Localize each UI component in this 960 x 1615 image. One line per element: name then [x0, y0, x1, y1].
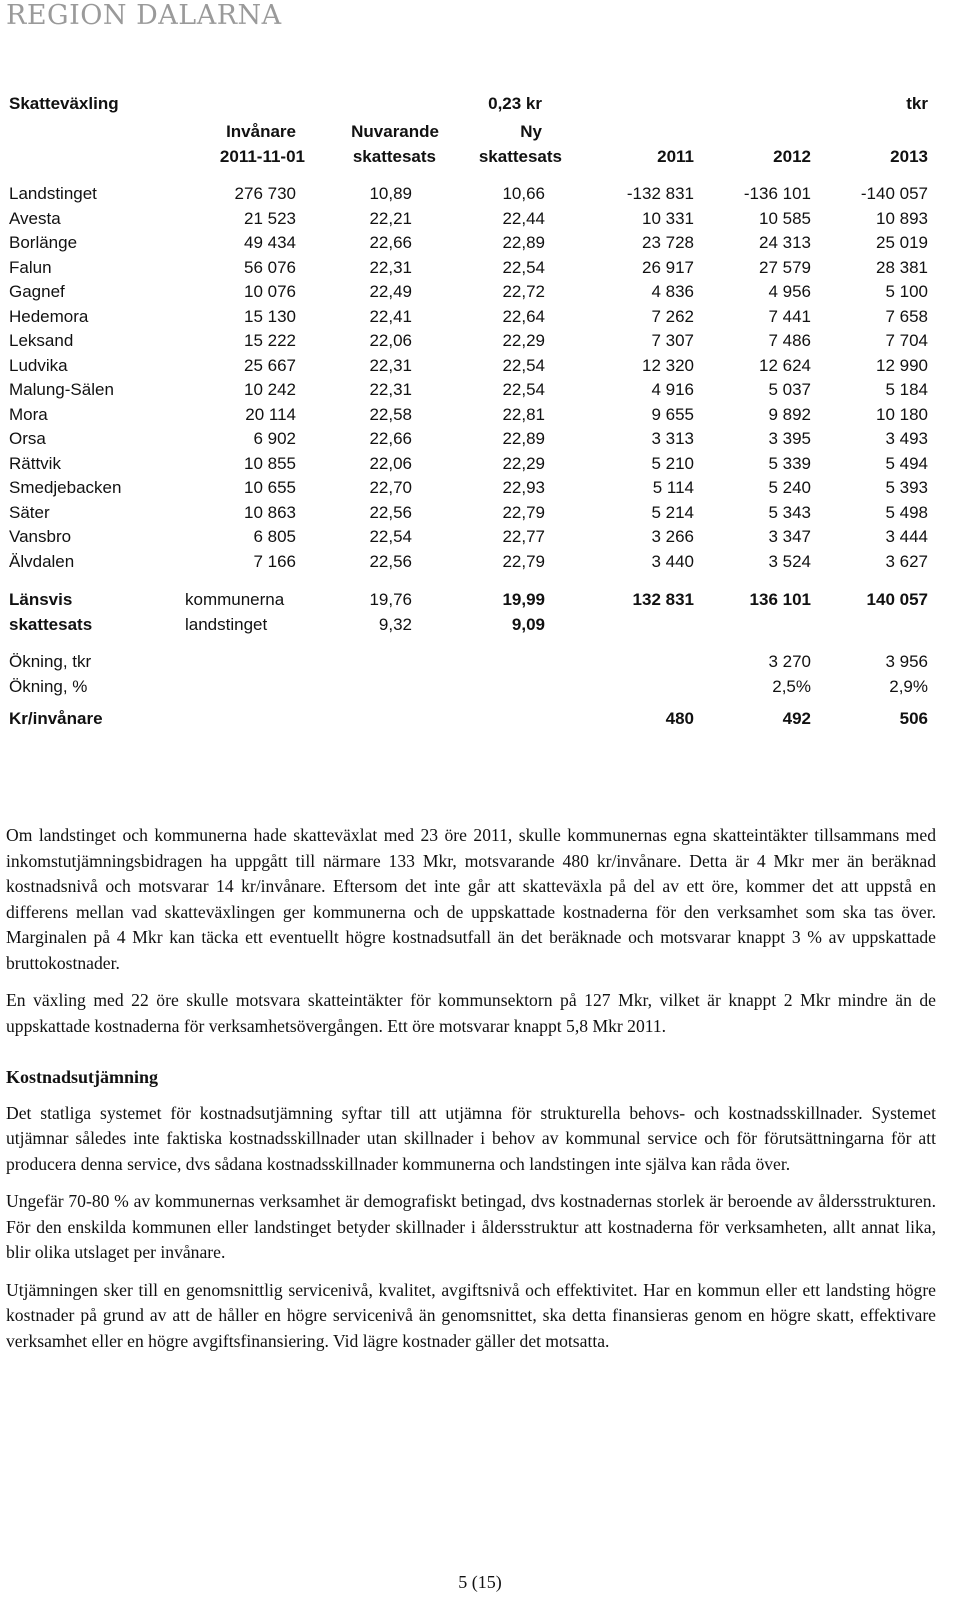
lansvis-kommunerna-label: kommunerna: [185, 590, 285, 609]
cell-2013: 5 100: [885, 282, 928, 301]
cell-current-rate: 22,66: [369, 429, 412, 448]
cell-2012: 3 347: [768, 527, 811, 546]
body-text: [6, 823, 936, 1366]
cell-area-name: Malung-Sälen: [9, 380, 114, 399]
col-header-ny: Ny: [520, 122, 542, 141]
cell-current-rate: 22,49: [369, 282, 412, 301]
lansvis-skattesats-label: skattesats: [9, 615, 93, 634]
table-row: [0, 380, 960, 402]
page-number: 5 (15): [458, 1572, 502, 1592]
table-row: [0, 282, 960, 304]
table-row: [0, 184, 960, 206]
col-header-skattesats-current: skattesats: [352, 147, 436, 166]
cell-2013: 25 019: [876, 233, 928, 252]
cell-new-rate: 22,44: [502, 208, 545, 228]
cell-new-rate: 22,93: [502, 478, 545, 497]
cell-current-rate: 22,66: [369, 233, 412, 252]
cell-area-name: Orsa: [9, 429, 46, 448]
cell-new-rate: 22,54: [502, 380, 545, 399]
cell-2013: 3 627: [885, 551, 928, 571]
cell-new-rate: 22,54: [502, 257, 545, 277]
cell-new-rate: 22,79: [502, 502, 545, 522]
cell-invanare: 6 902: [253, 429, 296, 448]
cell-2011: 5 214: [651, 502, 694, 522]
kr-per-invanare-label: Kr/invånare: [9, 709, 103, 728]
cell-2013: 5 184: [885, 380, 928, 399]
cell-invanare: 21 523: [244, 208, 296, 228]
cell-new-rate: 22,29: [502, 331, 545, 350]
cell-current-rate: 22,31: [369, 355, 412, 375]
cell-area-name: Falun: [9, 257, 52, 277]
lansvis-2013: 140 057: [866, 590, 928, 609]
cell-current-rate: 22,56: [369, 551, 412, 571]
table-row: [0, 552, 960, 574]
lansvis-kommunerna-current: 19,76: [369, 590, 412, 609]
cell-2012: 24 313: [759, 233, 811, 252]
lansvis-landstinget-new: 9,09: [511, 615, 545, 634]
col-header-date: 2011-11-01: [219, 147, 305, 166]
cell-area-name: Ludvika: [9, 355, 68, 375]
lansvis-landstinget-current: 9,32: [378, 615, 412, 634]
cell-2011: 7 262: [651, 306, 694, 326]
table-row: [0, 527, 960, 549]
paragraph-cost-equalization: Det statliga systemet för kostnadsutjämning syftar till att utjämna för strukturella behovs- och kostnadsskillnader. Systemet utjämnar således inte faktiska kostnadsskillnader utan skillnader i behov av kommunal service och för förutsättningarna för att producera denna service, dvs sådana kostnadsskillnader kommunerna och landstingen inte själva kan råda över.: [6, 1102, 936, 1174]
cell-2011: 26 917: [642, 257, 694, 277]
lansvis-label: Länsvis: [9, 590, 73, 609]
col-header-nuvarande: Nuvarande: [351, 122, 439, 141]
table-rate: 0,23 kr: [488, 94, 542, 113]
section-heading-kostnadsutjamning: Kostnadsutjämning: [6, 1067, 159, 1087]
cell-2012: 7 486: [768, 331, 811, 350]
cell-2011: 7 307: [651, 331, 694, 350]
cell-area-name: Mora: [9, 404, 48, 424]
col-header-2011: 2011: [657, 147, 694, 166]
col-header-skattesats-new: skattesats: [478, 147, 562, 166]
lansvis-row-1: [0, 590, 960, 612]
cell-invanare: 276 730: [234, 184, 296, 203]
cell-invanare: 10 855: [244, 453, 296, 473]
cell-2011: 4 916: [651, 380, 694, 399]
cell-current-rate: 22,54: [369, 527, 412, 546]
cell-invanare: 15 222: [244, 331, 296, 350]
cell-area-name: Borlänge: [9, 233, 78, 252]
kr-per-invanare-2011: 480: [665, 709, 694, 728]
okning-tkr-2012: 3 270: [768, 652, 811, 671]
table-unit: tkr: [906, 94, 928, 113]
table-title: Skatteväxling: [9, 94, 119, 113]
cell-area-name: Gagnef: [9, 282, 65, 301]
kr-per-invanare-row: [0, 709, 960, 731]
lansvis-2011: 132 831: [632, 590, 694, 609]
cell-2012: 7 441: [768, 306, 811, 326]
col-header-2012: 2012: [773, 147, 811, 166]
cell-area-name: Avesta: [9, 208, 61, 228]
cell-2012: 5 037: [768, 380, 811, 399]
paragraph-demography: Ungefär 70-80 % av kommunernas verksamhet är demografiskt betingad, dvs kostnadernas storlek är beroende av åldersstrukturen. För den enskilda kommunen eller landstinget betyder skillnader i åldersstruktur att kostnaderna för verksamheten, allt annat lika, blir olika utslaget per invånare.: [6, 1191, 936, 1262]
cell-invanare: 20 114: [245, 404, 296, 424]
cell-invanare: 25 667: [244, 355, 296, 375]
cell-new-rate: 22,72: [502, 282, 545, 301]
cell-2012: -136 101: [743, 184, 811, 203]
cell-2012: 5 240: [768, 478, 811, 497]
cell-2012: 10 585: [759, 208, 811, 228]
cell-2012: 5 339: [768, 453, 811, 473]
cell-area-name: Smedjebacken: [9, 478, 122, 497]
cell-2013: 7 704: [885, 331, 928, 350]
cell-2012: 9 892: [768, 404, 811, 424]
cell-new-rate: 22,77: [502, 527, 545, 546]
paragraph-exchange-22: En växling med 22 öre skulle motsvara skatteintäkter för kommunsektorn på 127 Mkr, vilket är knappt 2 Mkr mindre än de uppskattade kostnaderna för verksamhetsövergången. Ett öre motsvarar knappt 5,8 Mkr 2011.: [6, 990, 936, 1036]
table-row: [0, 478, 960, 500]
okning-pct-label: Ökning, %: [9, 677, 88, 696]
cell-new-rate: 22,64: [502, 306, 545, 326]
table-row: [0, 233, 960, 255]
cell-new-rate: 22,79: [502, 551, 545, 571]
cell-invanare: 10 655: [244, 478, 296, 497]
cell-invanare: 49 434: [244, 233, 296, 252]
cell-2013: 10 893: [876, 208, 928, 228]
okning-pct-2012: 2,5%: [772, 677, 811, 696]
cell-2011: 5 114: [652, 478, 694, 497]
cell-invanare: 10 863: [244, 502, 296, 522]
cell-area-name: Säter: [9, 502, 50, 522]
okning-pct-2013: 2,9%: [889, 677, 928, 696]
col-header-invanare: Invånare: [226, 122, 296, 141]
cell-2011: 12 320: [642, 355, 694, 375]
cell-current-rate: 22,06: [369, 331, 412, 350]
cell-current-rate: 10,89: [369, 184, 412, 203]
cell-2011: 3 313: [651, 429, 694, 448]
paragraph-service-level: Utjämningen sker till en genomsnittlig servicenivå, kvalitet, avgiftsnivå och effektivitet. Har en kommun eller ett landsting högre kostnader på grund av att de håller en högre servicenivå än genomsnittet, ska detta finansieras genom en högre skatt, effektivare verksamhet eller en högre avgiftsfinansiering. Vid lägre kostnader gäller det motsatta.: [6, 1279, 936, 1351]
cell-current-rate: 22,41: [369, 306, 412, 326]
lansvis-kommunerna-new: 19,99: [502, 590, 545, 609]
cell-current-rate: 22,58: [369, 404, 412, 424]
cell-current-rate: 22,70: [369, 478, 412, 497]
cell-new-rate: 22,89: [502, 429, 545, 448]
table-row: [0, 503, 960, 525]
cell-2013: 5 393: [885, 478, 928, 497]
cell-current-rate: 22,56: [369, 502, 412, 522]
cell-2013: 5 494: [885, 453, 928, 473]
cell-area-name: Rättvik: [9, 453, 61, 473]
okning-tkr-2013: 3 956: [885, 652, 928, 671]
table-title-row: [0, 94, 960, 116]
cell-current-rate: 22,31: [369, 380, 412, 399]
cell-2012: 27 579: [759, 257, 811, 277]
cell-2011: 9 655: [651, 404, 694, 424]
cell-invanare: 56 076: [244, 257, 296, 277]
okning-pct-row: [0, 677, 960, 699]
cell-2012: 3 395: [768, 429, 811, 448]
table-row: [0, 454, 960, 476]
table-row: [0, 356, 960, 378]
cell-2013: 7 658: [885, 306, 928, 326]
cell-2012: 3 524: [768, 551, 811, 571]
cell-2013: 12 990: [876, 355, 928, 375]
cell-2012: 12 624: [759, 355, 811, 375]
cell-area-name: Hedemora: [9, 306, 89, 326]
okning-tkr-label: Ökning, tkr: [9, 652, 92, 671]
cell-2013: -140 057: [860, 184, 928, 203]
cell-2011: 23 728: [642, 233, 694, 252]
cell-invanare: 15 130: [244, 306, 296, 326]
lansvis-row-2: [0, 615, 960, 637]
lansvis-landstinget-label: landstinget: [185, 615, 268, 634]
cell-current-rate: 22,06: [369, 453, 412, 473]
paragraph-exchange-23: Om landstinget och kommunerna hade skatteväxlat med 23 öre 2011, skulle kommunernas egna skatteintäkter tillsammans med inkomstutjämningsbidragen ha uppgått till närmare 133 Mkr, motsvarande 480 kr/invånare. Detta är 4 Mkr mer än beräknad kostnadsnivå och motsvarar 14 kr/invånare. Eftersom det inte går att skatteväxla på del av ett öre, kommer det att uppstå en differens mellan vad skatteväxlingen ger kommunerna och de uppskattade kostnaderna för den verksamhet som ska tas över. Marginalen på 4 Mkr kan täcka ett eventuellt högre kostnadsutfall än det beräknade och motsvarar knappt 3 % av uppskattade bruttokostnader.: [6, 825, 936, 973]
cell-invanare: 7 166: [253, 551, 296, 571]
table-row: [0, 307, 960, 329]
cell-new-rate: 22,89: [502, 233, 545, 252]
cell-2012: 5 343: [768, 502, 811, 522]
cell-area-name: Vansbro: [9, 527, 72, 546]
table-header-row-1: [0, 122, 960, 144]
cell-new-rate: 22,29: [502, 453, 545, 473]
cell-2013: 10 180: [876, 404, 928, 424]
cell-area-name: Älvdalen: [9, 551, 75, 571]
cell-2013: 3 444: [885, 527, 928, 546]
kr-per-invanare-2013: 506: [899, 709, 928, 728]
table-header-row-2: [0, 147, 960, 169]
cell-2013: 28 381: [876, 257, 928, 277]
cell-new-rate: 22,54: [502, 355, 545, 375]
cell-2012: 4 956: [768, 282, 811, 301]
okning-tkr-row: [0, 652, 960, 674]
cell-2011: 5 210: [651, 453, 694, 473]
table-row: [0, 405, 960, 427]
cell-2013: 5 498: [885, 502, 928, 522]
table-row: [0, 331, 960, 353]
cell-2011: 3 440: [651, 551, 694, 571]
cell-2011: 10 331: [642, 208, 694, 228]
cell-2013: 3 493: [885, 429, 928, 448]
col-header-2013: 2013: [890, 147, 928, 166]
cell-new-rate: 10,66: [502, 184, 545, 203]
cell-current-rate: 22,21: [369, 208, 412, 228]
cell-invanare: 10 242: [244, 380, 296, 399]
cell-2011: -132 831: [626, 184, 694, 203]
table-row: [0, 258, 960, 280]
cell-2011: 4 836: [651, 282, 694, 301]
table-row: [0, 209, 960, 231]
kr-per-invanare-2012: 492: [782, 709, 811, 728]
cell-new-rate: 22,81: [502, 404, 545, 424]
table-row: [0, 429, 960, 451]
organization-header: REGION DALARNA: [6, 0, 282, 31]
cell-invanare: 6 805: [253, 527, 296, 546]
cell-2011: 3 266: [651, 527, 694, 546]
cell-invanare: 10 076: [244, 282, 296, 301]
cell-area-name: Leksand: [9, 331, 74, 350]
cell-area-name: Landstinget: [9, 184, 97, 203]
lansvis-2012: 136 101: [749, 590, 811, 609]
cell-current-rate: 22,31: [369, 257, 412, 277]
